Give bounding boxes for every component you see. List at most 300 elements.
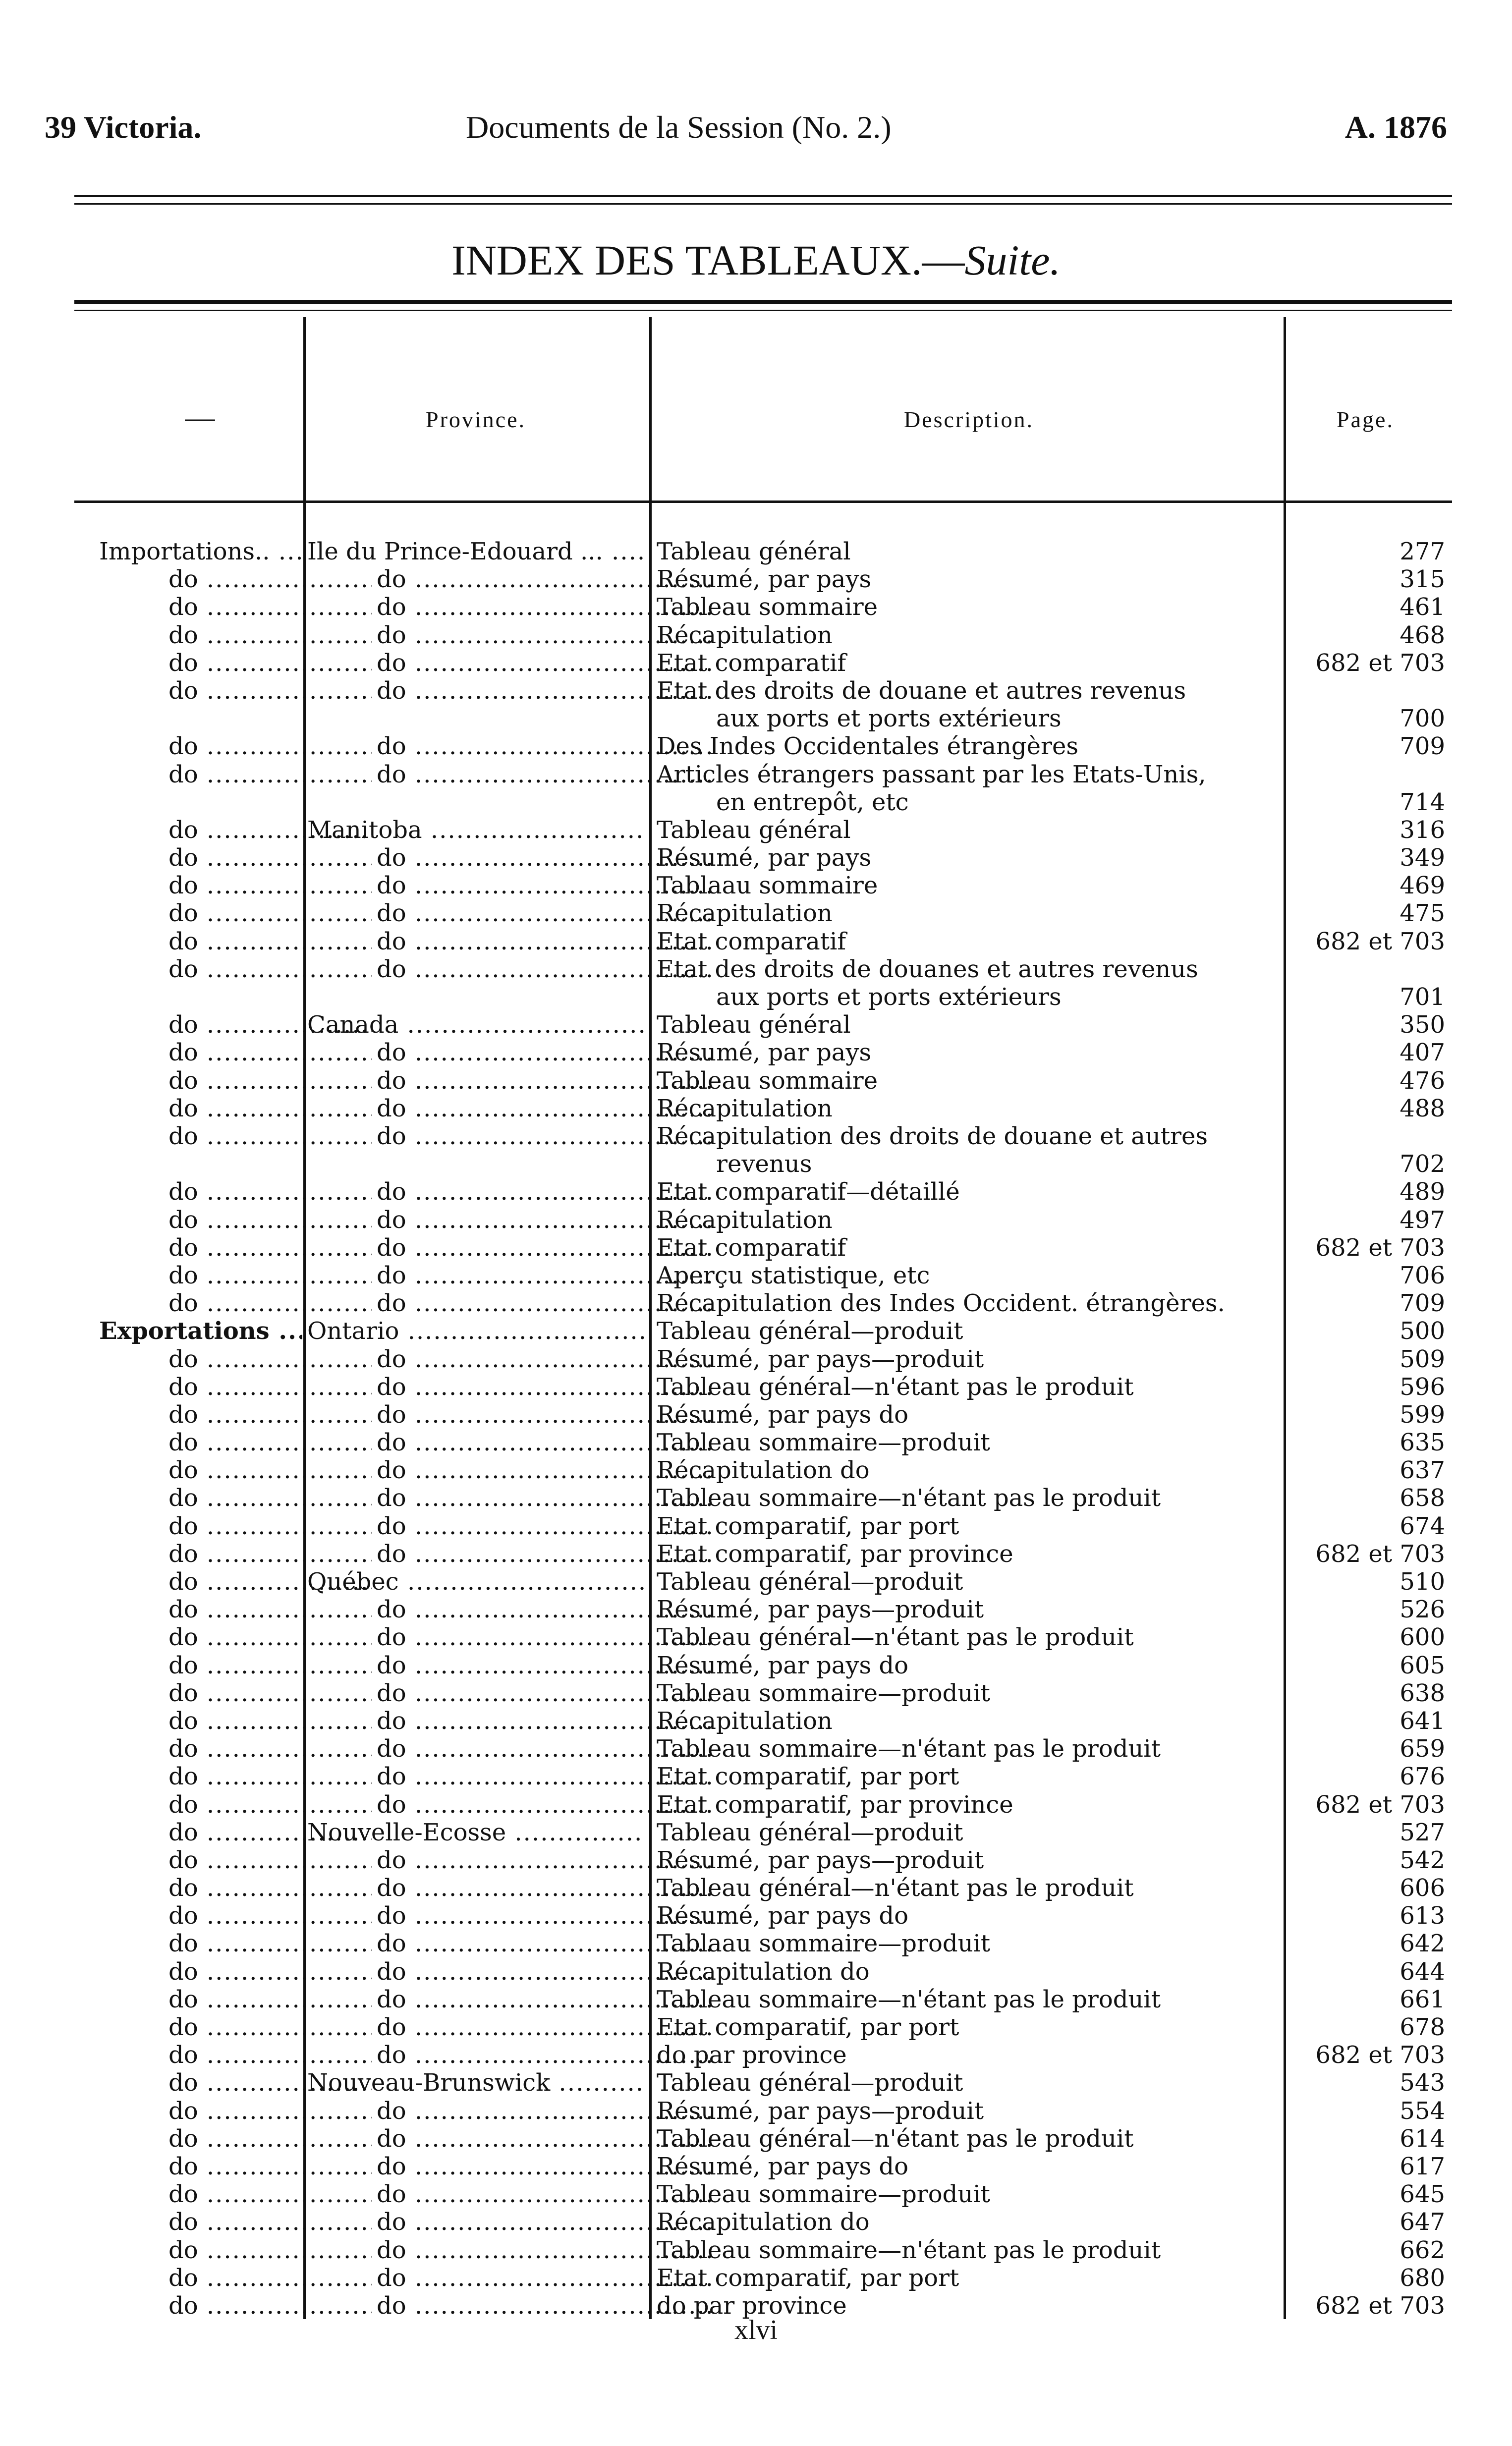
row-description-text: Etat comparatif, par port [657,2264,959,2292]
publication-year: A. 1876 [1344,110,1447,145]
row-description [657,1206,1284,1234]
row-page: 702 [1400,1150,1445,1178]
row-type: do ..... [168,1846,372,1874]
row-type: do ..... [168,2041,372,2069]
row-description [657,1930,1284,1957]
row-type: do ..... [168,2153,372,2180]
row-province: do ..... [377,1596,714,1623]
table-row [0,1735,1512,1763]
row-description [657,1874,1284,1902]
row-province: do ..... [377,1095,714,1122]
row-type: do ..... [168,1596,372,1623]
title-suite: Suite. [964,236,1061,284]
row-description-text: Résumé, par pays do [657,2152,909,2180]
row-page: 596 [1400,1373,1445,1401]
table-row [0,1707,1512,1735]
row-type: do ..... [168,2292,372,2320]
row-description-text: Etat des droits de douane et autres revenus [657,676,1186,705]
row-type: do ..... [168,1735,372,1763]
row-page: 676 [1400,1763,1445,1791]
row-type: do ..... [168,1819,372,1846]
row-page: 526 [1400,1596,1445,1624]
row-type: do ..... [168,1039,372,1066]
row-page: 468 [1400,621,1445,649]
column-head-rule [74,500,1452,503]
table-row [0,1039,1512,1066]
table-row [0,2013,1512,2041]
row-province: do ..... [377,955,714,983]
row-type: do ..... [168,1707,372,1735]
row-type: do ..... [168,2264,372,2292]
row-type: do ..... [168,816,372,844]
row-description-text: Des Indes Occidentales étrangères [657,732,1079,761]
row-province: do ..... [377,1122,714,1150]
row-description-text: Tablaau sommaire [657,872,878,900]
table-row [0,1930,1512,1957]
row-type: do ..... [168,621,372,649]
row-province: Ontario ..... [307,1317,644,1345]
row-province: do ..... [377,677,714,705]
row-page: 500 [1400,1317,1445,1345]
row-page: 489 [1400,1178,1445,1206]
row-description [657,1679,1284,1707]
row-description-text: Etat comparatif, par port [657,1512,959,1540]
row-description [657,677,1284,732]
row-province: do ..... [377,1067,714,1095]
row-page: 509 [1400,1345,1445,1373]
running-head [45,109,1447,154]
row-type: do ..... [168,928,372,955]
row-province: do ..... [377,1540,714,1568]
row-type: do ..... [168,1679,372,1707]
table-row [0,677,1512,732]
table-row [0,2041,1512,2069]
table-row [0,1095,1512,1122]
row-province: do ..... [377,2236,714,2264]
row-type: do ..... [168,565,372,593]
table-row [0,1763,1512,1790]
row-description [657,1484,1284,1512]
row-page: 637 [1400,1456,1445,1485]
row-type: Exportations ..... [99,1317,302,1345]
row-description [657,565,1284,593]
row-type: do ..... [168,1067,372,1095]
row-type: do ..... [168,761,372,788]
row-description [657,1317,1284,1345]
row-description-text: Tableau général—n'étant pas le produit [657,1623,1134,1652]
row-description-text: Récapitulation [657,621,833,649]
row-description [657,2069,1284,2097]
row-type: do ..... [168,1568,372,1596]
row-province: do ..... [377,1373,714,1401]
row-province: do ..... [377,1289,714,1317]
row-page: 315 [1400,565,1445,594]
row-description-text: Tableau général—produit [657,1317,963,1345]
row-province: do ..... [377,1652,714,1679]
row-page: 461 [1400,593,1445,621]
session-year: 39 Victoria. [45,110,202,145]
row-province: do ..... [377,1763,714,1790]
table-row [0,2236,1512,2264]
table-row [0,2069,1512,2097]
row-description [657,1763,1284,1790]
row-description-text: Récapitulation [657,1206,833,1234]
table-row [0,1429,1512,1456]
row-province: do ..... [377,899,714,927]
table-row [0,2153,1512,2180]
row-description-continued: en entrepôt, etc [716,788,909,816]
row-province: do ..... [377,621,714,649]
table-row [0,899,1512,927]
row-description [657,2097,1284,2125]
row-page: 600 [1400,1623,1445,1652]
row-province: do ..... [377,1206,714,1234]
row-province: do ..... [377,2153,714,2180]
row-description [657,955,1284,1011]
row-page: 641 [1400,1707,1445,1735]
row-province: do ..... [377,1456,714,1484]
col-head-province: Province. [425,407,526,432]
row-description [657,621,1284,649]
row-type: do ..... [168,732,372,760]
row-page: 635 [1400,1429,1445,1457]
row-type: do ..... [168,1345,372,1373]
row-description-text: Résumé, par pays do [657,1400,909,1429]
row-type: do ..... [168,593,372,621]
row-type: do ..... [168,1791,372,1819]
row-province: do ..... [377,1707,714,1735]
table-row [0,565,1512,593]
row-description-text: Etat comparatif [657,1233,846,1262]
row-page: 469 [1400,872,1445,900]
row-province: do ..... [377,2208,714,2236]
row-type: do ..... [168,1902,372,1930]
row-description-text: Résumé, par pays [657,1039,872,1067]
row-province: do ..... [377,565,714,593]
row-page: 542 [1400,1846,1445,1874]
row-description [657,1819,1284,1846]
row-page: 543 [1400,2069,1445,2097]
row-description-text: Résumé, par pays—produit [657,1596,984,1624]
row-page: 554 [1400,2097,1445,2125]
row-page: 682 et 703 [1315,1233,1445,1262]
table-row [0,1373,1512,1401]
col-head-page: Page. [1337,407,1394,432]
row-description [657,1122,1284,1178]
row-province: Nouveau-Brunswick ..... [307,2069,644,2097]
col-head-type: — [185,401,217,434]
row-type: do ..... [168,1234,372,1262]
table-row [0,1568,1512,1596]
row-description [657,1652,1284,1679]
row-province: do ..... [377,1623,714,1651]
table-row [0,1679,1512,1707]
row-type: do ..... [168,2208,372,2236]
row-description [657,872,1284,899]
row-description-text: Récapitulation [657,899,833,928]
row-province: do ..... [377,2125,714,2153]
row-type: do ..... [168,1930,372,1957]
row-page: 407 [1400,1039,1445,1067]
row-description [657,1623,1284,1651]
row-page: 709 [1400,1289,1445,1318]
row-description-text: do par province [657,2291,847,2320]
row-description-text: Tableau sommaire [657,593,878,621]
table-row [0,816,1512,844]
row-province: do ..... [377,1679,714,1707]
row-page: 605 [1400,1651,1445,1679]
table-row [0,1011,1512,1039]
table-row [0,1819,1512,1846]
row-description [657,2013,1284,2041]
row-province: Canada ..... [307,1011,644,1039]
row-province: do ..... [377,1429,714,1456]
row-province: do ..... [377,2180,714,2208]
row-description [657,1262,1284,1289]
row-description [657,2264,1284,2292]
row-description [657,2125,1284,2153]
row-description [657,1986,1284,2013]
document-title: Documents de la Session (No. 2.) [466,110,892,145]
row-description [657,2153,1284,2180]
row-page: 638 [1400,1679,1445,1707]
row-page: 659 [1400,1735,1445,1763]
row-description-text: Tableau sommaire—produit [657,1429,990,1457]
row-description [657,1456,1284,1484]
row-province: do ..... [377,761,714,788]
row-type: do ..... [168,1456,372,1484]
row-province: do ..... [377,2264,714,2292]
table-row [0,1846,1512,1874]
row-province: do ..... [377,1735,714,1763]
row-type: do ..... [168,1958,372,1986]
row-description-continued: revenus [716,1150,812,1178]
table-row [0,2125,1512,2153]
row-type: do ..... [168,1011,372,1039]
row-type: do ..... [168,649,372,677]
title-rule-top [74,300,1452,304]
table-row [0,2208,1512,2236]
row-province: do ..... [377,2097,714,2125]
row-province: do ..... [377,1234,714,1262]
row-page: 662 [1400,2236,1445,2264]
table-row [0,761,1512,816]
table-row [0,1262,1512,1289]
row-type: do ..... [168,1874,372,1902]
row-type: do ..... [168,872,372,899]
row-description [657,1791,1284,1819]
row-description [657,1540,1284,1568]
row-type: do ..... [168,2097,372,2125]
row-province: do ..... [377,1484,714,1512]
row-description [657,1735,1284,1763]
row-province: do ..... [377,1902,714,1930]
row-province: do ..... [377,1874,714,1902]
row-description [657,1429,1284,1456]
row-page: 488 [1400,1094,1445,1122]
row-description-continued: aux ports et ports extérieurs [716,705,1062,733]
row-description [657,844,1284,872]
row-page: 642 [1400,1930,1445,1958]
row-description [657,1011,1284,1039]
row-description-text: Résumé, par pays—produit [657,1345,984,1373]
row-type: do ..... [168,1429,372,1456]
table-row [0,1345,1512,1373]
table-row [0,1874,1512,1902]
row-description-text: Articles étrangers passant par les Etats-Unis, [657,760,1206,788]
table-row [0,2180,1512,2208]
row-description [657,2208,1284,2236]
row-description [657,1067,1284,1095]
row-description-text: Résumé, par pays do [657,1651,909,1679]
row-type: do ..... [168,1373,372,1401]
table-row [0,2097,1512,2125]
table-row [0,621,1512,649]
row-province: do ..... [377,2013,714,2041]
row-province: do ..... [377,1178,714,1206]
row-type: do ..... [168,1289,372,1317]
index-table-body [0,538,1512,2320]
row-description [657,1707,1284,1735]
row-page: 680 [1400,2264,1445,2292]
row-page: 674 [1400,1512,1445,1540]
row-province: Manitoba ..... [307,816,644,844]
row-page: 599 [1400,1400,1445,1429]
row-page: 701 [1400,983,1445,1011]
row-province: do ..... [377,1345,714,1373]
row-province: do ..... [377,1262,714,1289]
row-description-text: Tableau sommaire [657,1066,878,1095]
row-description-text: Résumé, par pays do [657,1902,909,1930]
header-rule-top [74,195,1452,197]
table-row [0,1122,1512,1178]
row-description-text: Tableau général [657,816,851,844]
row-description-text: Récapitulation [657,1094,833,1122]
row-description-text: Etat des droits de douanes et autres revenus [657,955,1198,983]
table-row [0,928,1512,955]
table-row [0,1206,1512,1234]
row-page: 475 [1400,899,1445,928]
row-description-text: Tableau général—n'étant pas le produit [657,2124,1134,2153]
row-page: 277 [1400,538,1445,565]
row-description-text: Tableau sommaire—n'étant pas le produit [657,1484,1161,1512]
row-page: 527 [1400,1818,1445,1846]
table-row [0,732,1512,760]
table-row [0,1902,1512,1930]
row-description [657,928,1284,955]
row-province: do ..... [377,593,714,621]
row-description-text: Récapitulation do [657,2208,870,2236]
table-row [0,844,1512,872]
row-page: 645 [1400,2180,1445,2209]
row-province: do ..... [377,1512,714,1540]
row-province: do ..... [377,2041,714,2069]
row-description-text: Tableau général—produit [657,1818,963,1846]
row-description [657,2236,1284,2264]
row-description [657,1568,1284,1596]
row-description-text: Récapitulation [657,1707,833,1735]
page-title [0,235,1512,285]
row-description-text: Etat comparatif [657,649,846,677]
row-description [657,1401,1284,1429]
table-row [0,1623,1512,1651]
row-type: do ..... [168,2236,372,2264]
row-description [657,1289,1284,1317]
table-row [0,1596,1512,1623]
row-description-text: Etat comparatif, par port [657,2013,959,2041]
row-description-text: Tableau sommaire—produit [657,1679,990,1707]
row-type: do ..... [168,899,372,927]
row-description [657,593,1284,621]
row-description-text: Etat comparatif—détaillé [657,1178,960,1206]
row-province: do ..... [377,928,714,955]
row-province: Québec ..... [307,1568,644,1596]
table-row [0,1178,1512,1206]
row-description [657,732,1284,760]
row-page: 350 [1400,1011,1445,1039]
row-type: do ..... [168,1262,372,1289]
row-description [657,1958,1284,1986]
row-type: do ..... [168,1484,372,1512]
row-province: Nouvelle-Ecosse ..... [307,1819,644,1846]
table-row [0,1540,1512,1568]
row-province: do ..... [377,2292,714,2320]
table-row [0,955,1512,1011]
row-description [657,1234,1284,1262]
row-page: 700 [1400,705,1445,733]
table-row [0,1289,1512,1317]
row-page: 709 [1400,732,1445,761]
table-row [0,1317,1512,1345]
row-type: Importations.. ..... [99,538,302,565]
table-row [0,872,1512,899]
row-description [657,816,1284,844]
row-page: 349 [1400,844,1445,872]
row-page: 644 [1400,1957,1445,1986]
row-type: do ..... [168,844,372,872]
row-page: 682 et 703 [1315,1790,1445,1819]
row-description-text: Etat comparatif, par port [657,1763,959,1791]
row-description-text: Tableau général—produit [657,1568,963,1596]
row-description [657,2180,1284,2208]
table-row [0,1986,1512,2013]
row-description-text: Récapitulation des Indes Occident. étrangères. [657,1289,1225,1318]
row-description [657,1373,1284,1401]
row-description [657,1596,1284,1623]
title-main: INDEX DES TABLEAUX.— [451,236,965,284]
row-province: do ..... [377,732,714,760]
row-description [657,899,1284,927]
row-province: do ..... [377,1958,714,1986]
table-row [0,1234,1512,1262]
row-type: do ..... [168,1763,372,1790]
row-description-text: Tableau sommaire—n'étant pas le produit [657,1735,1161,1763]
row-description [657,1095,1284,1122]
row-page: 678 [1400,2013,1445,2041]
row-description-text: Tableau sommaire—n'étant pas le produit [657,1985,1161,2013]
row-description [657,649,1284,677]
row-province: do ..... [377,1039,714,1066]
table-row [0,538,1512,565]
row-type: do ..... [168,2069,372,2097]
row-page: 706 [1400,1261,1445,1289]
row-province: Ile du Prince-Edouard ... ..... [307,538,644,565]
row-page: 497 [1400,1206,1445,1234]
row-description-text: Etat comparatif, par province [657,1790,1013,1819]
row-type: do ..... [168,2180,372,2208]
row-page: 606 [1400,1874,1445,1902]
row-description-text: Résumé, par pays [657,844,872,872]
